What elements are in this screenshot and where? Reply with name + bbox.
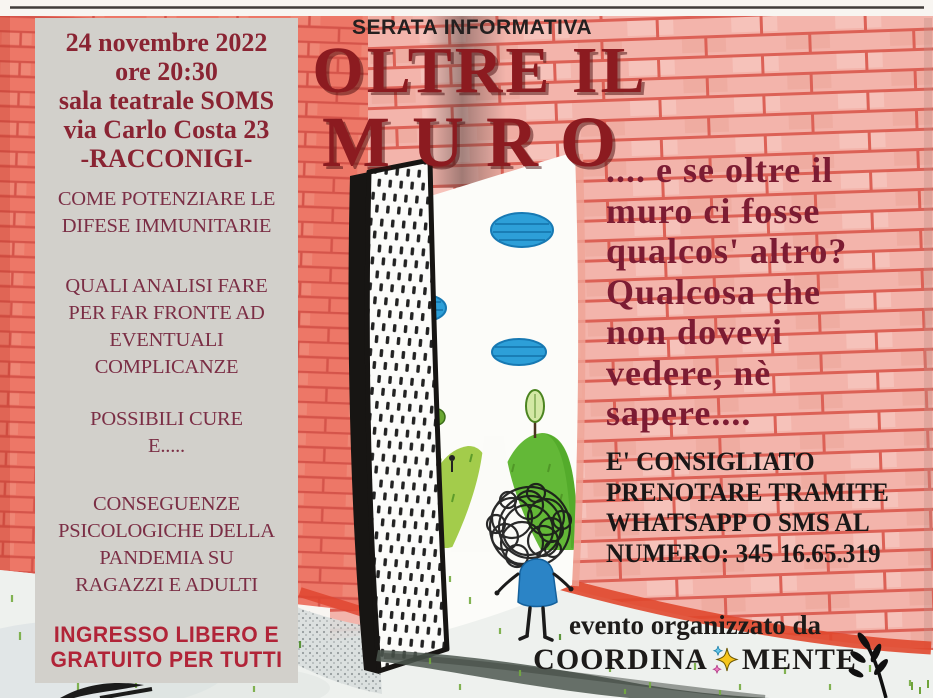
title-line-2: MURO xyxy=(322,102,638,182)
event-kicker: SERATA INFORMATIVA xyxy=(352,16,592,39)
event-venue: sala teatrale SOMS xyxy=(58,86,275,115)
topic-psychological-consequences: CONSEGUENZE PSICOLOGICHE DELLA PANDEMIA SU RAGAZZI E ADULTI xyxy=(58,493,275,596)
organizer-name: COORDINA MENTE xyxy=(533,643,857,676)
teaser-quote: .... e se oltre il muro ci fosse qualcos' altro? Qualcosa che non dovevi vedere, nè sapere.... xyxy=(606,150,848,433)
topic-cures: POSSIBILI CURE E..... xyxy=(90,408,243,457)
event-address: via Carlo Costa 23 xyxy=(63,115,270,144)
booking-info: E' CONSIGLIATO PRENOTARE TRAMITE WHATSAPP O SMS AL NUMERO: 345 16.65.319 xyxy=(606,447,926,569)
title-line-1: OLTRE IL xyxy=(312,34,648,107)
info-panel xyxy=(35,18,298,683)
organizer-credit xyxy=(500,610,890,677)
topic-immune-defenses: COME POTENZIARE LE DIFESE IMMUNITARIE xyxy=(57,188,276,237)
event-city: -RACCONIGI- xyxy=(80,144,253,173)
credit-line: evento organizzato da xyxy=(569,610,821,640)
event-time: ore 20:30 xyxy=(115,57,218,86)
admission-notice: INGRESSO LIBERO E GRATUITO PER TUTTI xyxy=(50,622,283,672)
topic-analyses: QUALI ANALISI FARE PER FAR FRONTE AD EVENTUALI COMPLICANZE xyxy=(65,275,268,378)
sparkle-star-icon xyxy=(710,644,740,676)
phone-number-line: NUMERO: 345 16.65.319 xyxy=(606,538,881,568)
open-door xyxy=(349,160,447,674)
event-date: 24 novembre 2022 xyxy=(65,28,268,57)
coat xyxy=(518,559,557,607)
event-header xyxy=(35,28,298,173)
